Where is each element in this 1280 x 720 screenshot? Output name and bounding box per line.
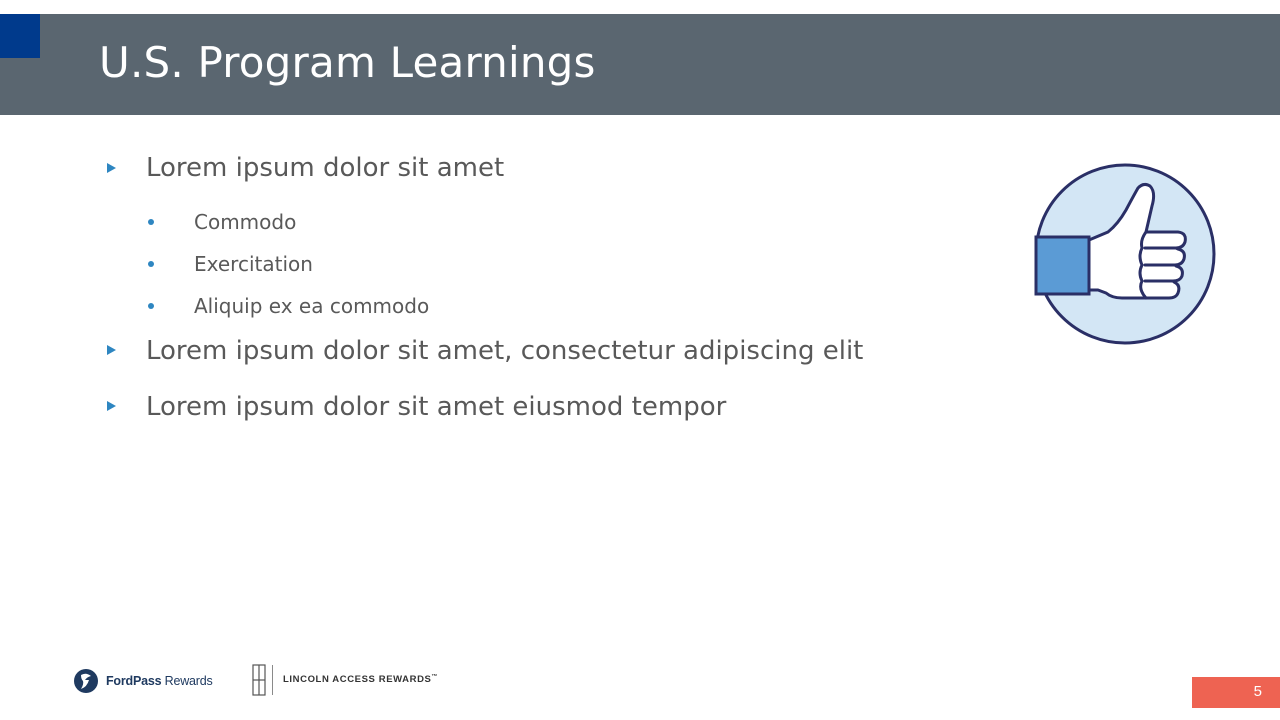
lincoln-brand-text: LINCOLN ACCESS REWARDS xyxy=(283,674,432,686)
logo-divider xyxy=(272,665,273,695)
fordpass-brand-rest: Rewards xyxy=(161,674,213,688)
dot-bullet-icon xyxy=(148,219,154,225)
slide-title: U.S. Program Learnings xyxy=(99,38,596,87)
page-number: 5 xyxy=(1253,683,1262,700)
fordpass-brand-bold: FordPass xyxy=(106,674,162,688)
trademark-mark: ™ xyxy=(431,674,439,681)
lincoln-star-icon xyxy=(252,664,266,696)
dot-bullet-icon xyxy=(148,303,154,309)
triangle-bullet-icon xyxy=(107,163,116,173)
lincoln-access-rewards-logo xyxy=(252,662,438,698)
sub-bullet-item: Exercitation xyxy=(194,252,313,276)
triangle-bullet-icon xyxy=(107,401,116,411)
sub-bullet-item: Aliquip ex ea commodo xyxy=(194,294,430,318)
fordpass-rewards-logo xyxy=(72,666,213,696)
fordpass-emblem-icon xyxy=(72,668,100,694)
dot-bullet-icon xyxy=(148,261,154,267)
thumbs-up-icon xyxy=(1030,160,1220,350)
triangle-bullet-icon xyxy=(107,345,116,355)
sub-bullet-item: Commodo xyxy=(194,210,297,234)
bullet-item: Lorem ipsum dolor sit amet xyxy=(146,153,505,183)
bullet-item: Lorem ipsum dolor sit amet eiusmod tempor xyxy=(146,392,727,422)
page-number-badge xyxy=(1192,677,1280,708)
bullet-item: Lorem ipsum dolor sit amet, consectetur adipiscing elit xyxy=(146,336,864,366)
